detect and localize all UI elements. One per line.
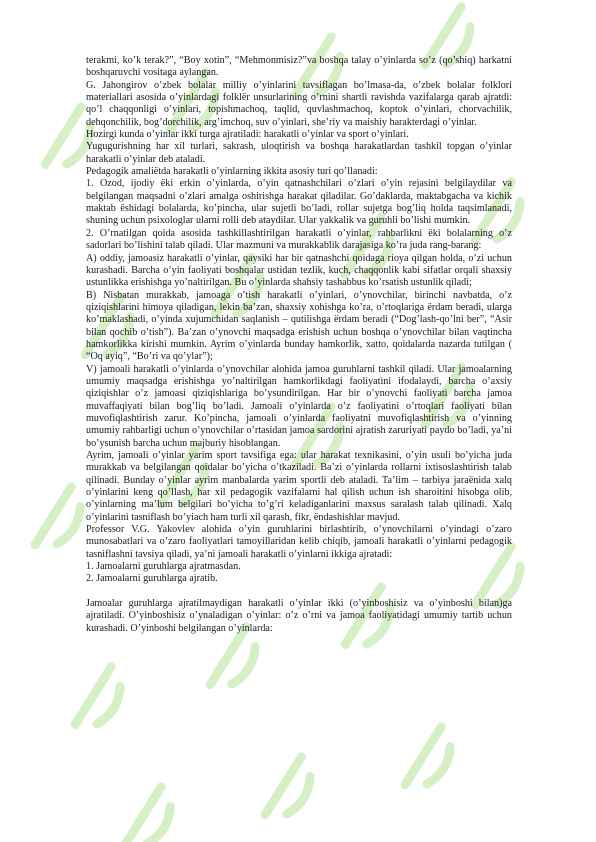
list-item: 1. Ozod, ijodiy ёki erkin o’yinlarda, o’yin qatnashchilari o’zlari o’yin rejasini belgilaydilar va belgilangan maqsadni o’zlari amalga oshirishga harakat qiladilar. Go’daklarda, maktabgacha va kichik maktab ёshidagi bolalarda, ko’pincha, ular sujetli bo’ladi, rollar sujetga bog’liq holda taqsimlanadi, shuning uchun psixologlar ularni rolli deb ataydilar. Ular yakkalik va guruhli bo’lishi mumkin.: [86, 178, 512, 227]
list-item: B) Nisbatan murakkab, jamoaga o’tish harakatli o’yinlari, o’ynovchilar, birinchi navbatda, o’z qiziqishlarini himoya qiladigan, lekin ba’zan, shaxsiy xohishga ko’ra, o’rtoqlariga ёrdam beradi, ularga ko’maklashadi, o’yinda xujumchidan saqlanish – qutilishga ёrdam beradi (“Dog’lash-qo’lni ber”, “Asir bilan qochib o’tish”). Ba’zan o’ynovchi maqsadga erishish uchun boshqa o’ynovchilar bilan vaqtincha hamkorlikka kirishi mumkin. Ayrim o’yinlarda bunday hamkorlik, xatto, qoidalarda nazarda tutilgan ( “Oq ayiq”, “Bo’ri va qo’ylar”);: [86, 289, 512, 363]
paragraph: Yugugurishning har xil turlari, sakrash, uloqtirish va boshqa harakatlardan tashkil topgan o’yinlar harakatli o’yinlar deb ataladi.: [86, 141, 512, 165]
list-item: A) oddiy, jamoasiz harakatli o’yinlar, qaysiki har bir qatnashchi qoidaga rioya qilgan holda, o’zi uchun kurashadi. Barcha o’yin faoliyati boshqalar ustidan tezlik, kuch, chaqqonlik kabi sifatlar orqali shaxsiy ustunlikka erishishga yo’naltirilgan. Bu o’yinlarda shahsiy tashabbus ko’rsatish ustunlik qiladi;: [86, 252, 512, 289]
paragraph: Ayrim, jamoali o’yinlar yarim sport tavsifiga ega: ular harakat texnikasini, o’yin usuli bo’yicha juda murakkab va belgilangan qoidalar bo’yicha o’tkaziladi. Ba’zi o’yinlarda rollarni ixtisoslashtirish talab qilinadi. Bunday o’yinlar ayrim manbalarda yarim sportli deb ataladi. Ta’lim – tarbiya jaraёnida xalq o’yinlarini keng qo’llash, har xil pedagogik vazifalarni hal qilish uchun ish sharoitini hisobga olib, o’yinlarning ma’lum belgilari bo’yicha to’g’ri keladiganlarini maxsus saralash talab qilinadi. Xalq o’yinlarini tasniflash bo’yiach ham turli xil qarash, fikr, ёndashishlar mavjud.: [86, 450, 512, 523]
paragraph: Hozirgi kunda o’yinlar ikki turga ajratiladi: harakatli o’yinlar va sport o’yinlari.: [86, 129, 409, 141]
paragraph: terakmi, ko’k terak?”, “Boy xotin”, “Mehmonmisiz?”va boshqa talay o’yinlarda so’z (qo’shiq) harkatni boshqaruvchi vositaga aylangan.: [86, 55, 512, 79]
watermark-mark: [265, 757, 321, 827]
list-item: V) jamoali harakatli o’yinlarda o’ynovchilar alohida jamoa guruhlarni tashkil qiladi. Ular jamoalarning umumiy maqsadga erishishga yo’naltirilgan hamkorlikdagi faoliyatini ifodalaydi, barcha o’axsiy qiziqishlar o’z jamoasi qiziqishlariga bo’ysundirilgan. Har bir o’ynovchi faoliyati barcha jamoa muvaffaqiyati bilan bog’liq bo’ladi. Jamoali o’yinlarda o’z faoliyatini o’rtoqlari faoliyati bilan muvofiqlashtirish zarur. Ko’pincha, jamoali o’yinlarda faoliyatni muvofiqlashtirish va o’yinning umumiy rahbarligi uchun o’ynovchilar o’rtasidan jamoa sardorini ajratish zaruriyati paydo bo’ladi, ya’ni bo’ysunish barcha uchun majburiy hisoblangan.: [86, 363, 512, 449]
watermark-mark: [125, 787, 181, 842]
watermark-mark: [35, 487, 91, 557]
list-item: 1. Jamoalarni guruhlarga ajratmasdan.: [86, 561, 241, 573]
paragraph: Pedagogik amaliёtda harakatli o’yinlarning ikkita asosiy turi qo’llanadi:: [86, 166, 378, 178]
watermark-mark: [210, 627, 266, 697]
paragraph: Professor V.G. Yakovlev alohida o’yin guruhlarini birlashtirib, o’ynovchilarni o’yindagi o’zaro munosabatlari va o’zaro faoliyatlari tamoyillaridan kelib chiqib, jamoali harakatli o’yinlarni pedagogik tasniflashni tavsiya qiladi, ya’ni jamoali harakatli o’yinlarni ikkiga ajratadi:: [86, 524, 512, 560]
list-item: 2. Jamoalarni guruhlarga ajratib.: [86, 573, 218, 585]
watermark-mark: [405, 727, 461, 797]
paragraph: Jamoalar guruhlarga ajratilmaydigan harakatli o’yinlar ikki (o’yinboshisiz va o’yinboshi bilan)ga ajratiladi. O’yinboshisiz o’ynaladigan o’yinlar: o’z o’rni va jamoa faoliyatidagi umumiy tartib uchun kurashadi. O’yinboshi belgilangan o’yinlarda:: [86, 598, 512, 634]
blank-line: [86, 586, 512, 598]
paragraph: G. Jahongirov o’zbek bolalar milliy o’yinlarini tavsiflagan bo’lmasa-da, o’zbek bolalar folklori materiallari asosida o’yinlardagi folklёr unsurlarining o’rnini shartli ravishda vazifalarga qarab ajratdi: qo’l chaqqonligi o’yinlari, topishmachoq, taqlid, quvlashmachoq, koptok o’yinlari, chorvachilik, dehqonchilik, bog’dorchilik, arg’imchoq, suv o’yinlari, she’riy va maishiy harakterdagi o’yinlar.: [86, 79, 512, 128]
document-page: [86, 55, 512, 635]
watermark-mark: [75, 667, 131, 737]
list-item: 2. O’rnatilgan qoida asosida tashkillashtirilgan harakatli o’yinlar, rahbarlikni ёki bolalarning o’z sadorlari bo’lishini talab qiladi. Ular mazmuni va murakkablik darajasiga ko’ra juda rang-barang:: [86, 227, 512, 252]
